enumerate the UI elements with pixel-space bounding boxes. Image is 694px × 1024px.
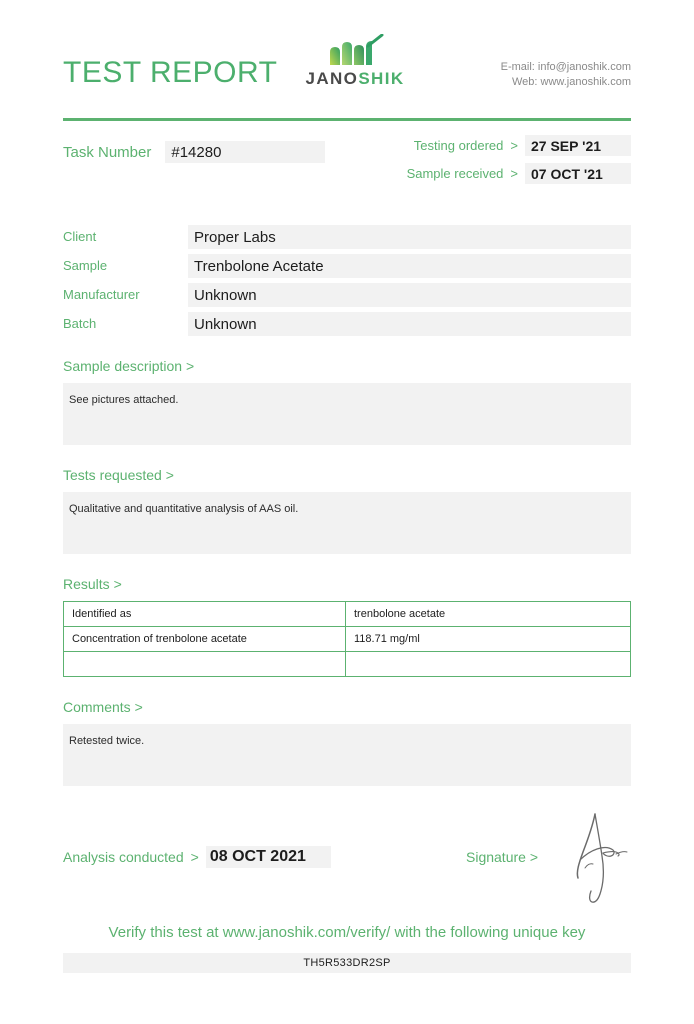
batch-value: Unknown (188, 312, 631, 336)
field-row-manufacturer (63, 283, 631, 307)
table-row (64, 652, 631, 677)
task-number-value: #14280 (165, 141, 325, 163)
table-row (64, 602, 631, 627)
testing-ordered-row (407, 135, 631, 156)
logo-word-dark: JANO (305, 69, 359, 88)
tests-requested-section (63, 467, 631, 554)
comments-title: Comments > (63, 699, 143, 715)
sample-label: Sample (63, 258, 108, 273)
testing-ordered-separator: > (510, 138, 518, 153)
table-row (64, 627, 631, 652)
tests-requested-title: Tests requested > (63, 467, 174, 483)
sample-description-title: Sample description > (63, 358, 195, 374)
sample-value: Trenbolone Acetate (188, 254, 631, 278)
result-value-1: 118.71 mg/ml (346, 627, 631, 652)
sample-info-fields (63, 225, 631, 336)
comments-text: Retested twice. (63, 724, 631, 786)
testing-ordered-label: Testing ordered (413, 138, 504, 153)
result-name-0: Identified as (64, 602, 346, 627)
handwritten-signature (558, 808, 644, 906)
logo-wordmark (295, 69, 415, 89)
result-name-2 (64, 652, 346, 677)
report-header (63, 34, 631, 112)
sample-received-row (407, 163, 631, 184)
results-table (63, 601, 631, 677)
bar-chart-growth-icon (324, 34, 386, 66)
batch-label: Batch (63, 316, 97, 331)
analysis-conducted-label: Analysis conducted (63, 849, 184, 865)
manufacturer-value: Unknown (188, 283, 631, 307)
analysis-conducted-value: 08 OCT 2021 (206, 846, 331, 868)
sample-received-label: Sample received (406, 166, 504, 181)
analysis-conducted-group (63, 846, 331, 868)
dates-group (407, 135, 631, 191)
task-and-dates-row (63, 135, 631, 197)
result-value-2 (346, 652, 631, 677)
results-title: Results > (63, 576, 122, 592)
testing-ordered-value: 27 SEP '21 (525, 135, 631, 156)
tests-requested-text: Qualitative and quantitative analysis of AAS oil. (63, 492, 631, 554)
test-report-page (0, 34, 694, 1024)
signature-label: Signature > (466, 849, 538, 865)
contact-web: Web: www.janoshik.com (511, 76, 631, 88)
analysis-conducted-separator: > (190, 849, 199, 865)
contact-email: E-mail: info@janoshik.com (500, 61, 631, 73)
janoshik-logo (295, 34, 415, 89)
task-number-label: Task Number (63, 143, 152, 161)
field-row-batch (63, 312, 631, 336)
task-number-group (63, 141, 325, 163)
comments-section (63, 699, 631, 786)
sample-description-section (63, 358, 631, 445)
result-value-0: trenbolone acetate (346, 602, 631, 627)
sample-description-text: See pictures attached. (63, 383, 631, 445)
logo-word-green: SHIK (358, 69, 405, 88)
result-name-1: Concentration of trenbolone acetate (64, 627, 346, 652)
field-row-client (63, 225, 631, 249)
analysis-signature-row (63, 816, 631, 906)
sample-received-value: 07 OCT '21 (525, 163, 631, 184)
results-section (63, 576, 631, 677)
page-title: TEST REPORT (63, 56, 278, 89)
manufacturer-label: Manufacturer (63, 287, 140, 302)
client-value: Proper Labs (188, 225, 631, 249)
client-label: Client (63, 229, 97, 244)
sample-received-separator: > (510, 166, 518, 181)
unique-key-value: TH5R533DR2SP (63, 953, 631, 973)
field-row-sample (63, 254, 631, 278)
contact-info (501, 60, 631, 90)
verify-text: Verify this test at www.janoshik.com/verify/ with the following unique key (108, 924, 586, 941)
header-divider (63, 118, 631, 121)
